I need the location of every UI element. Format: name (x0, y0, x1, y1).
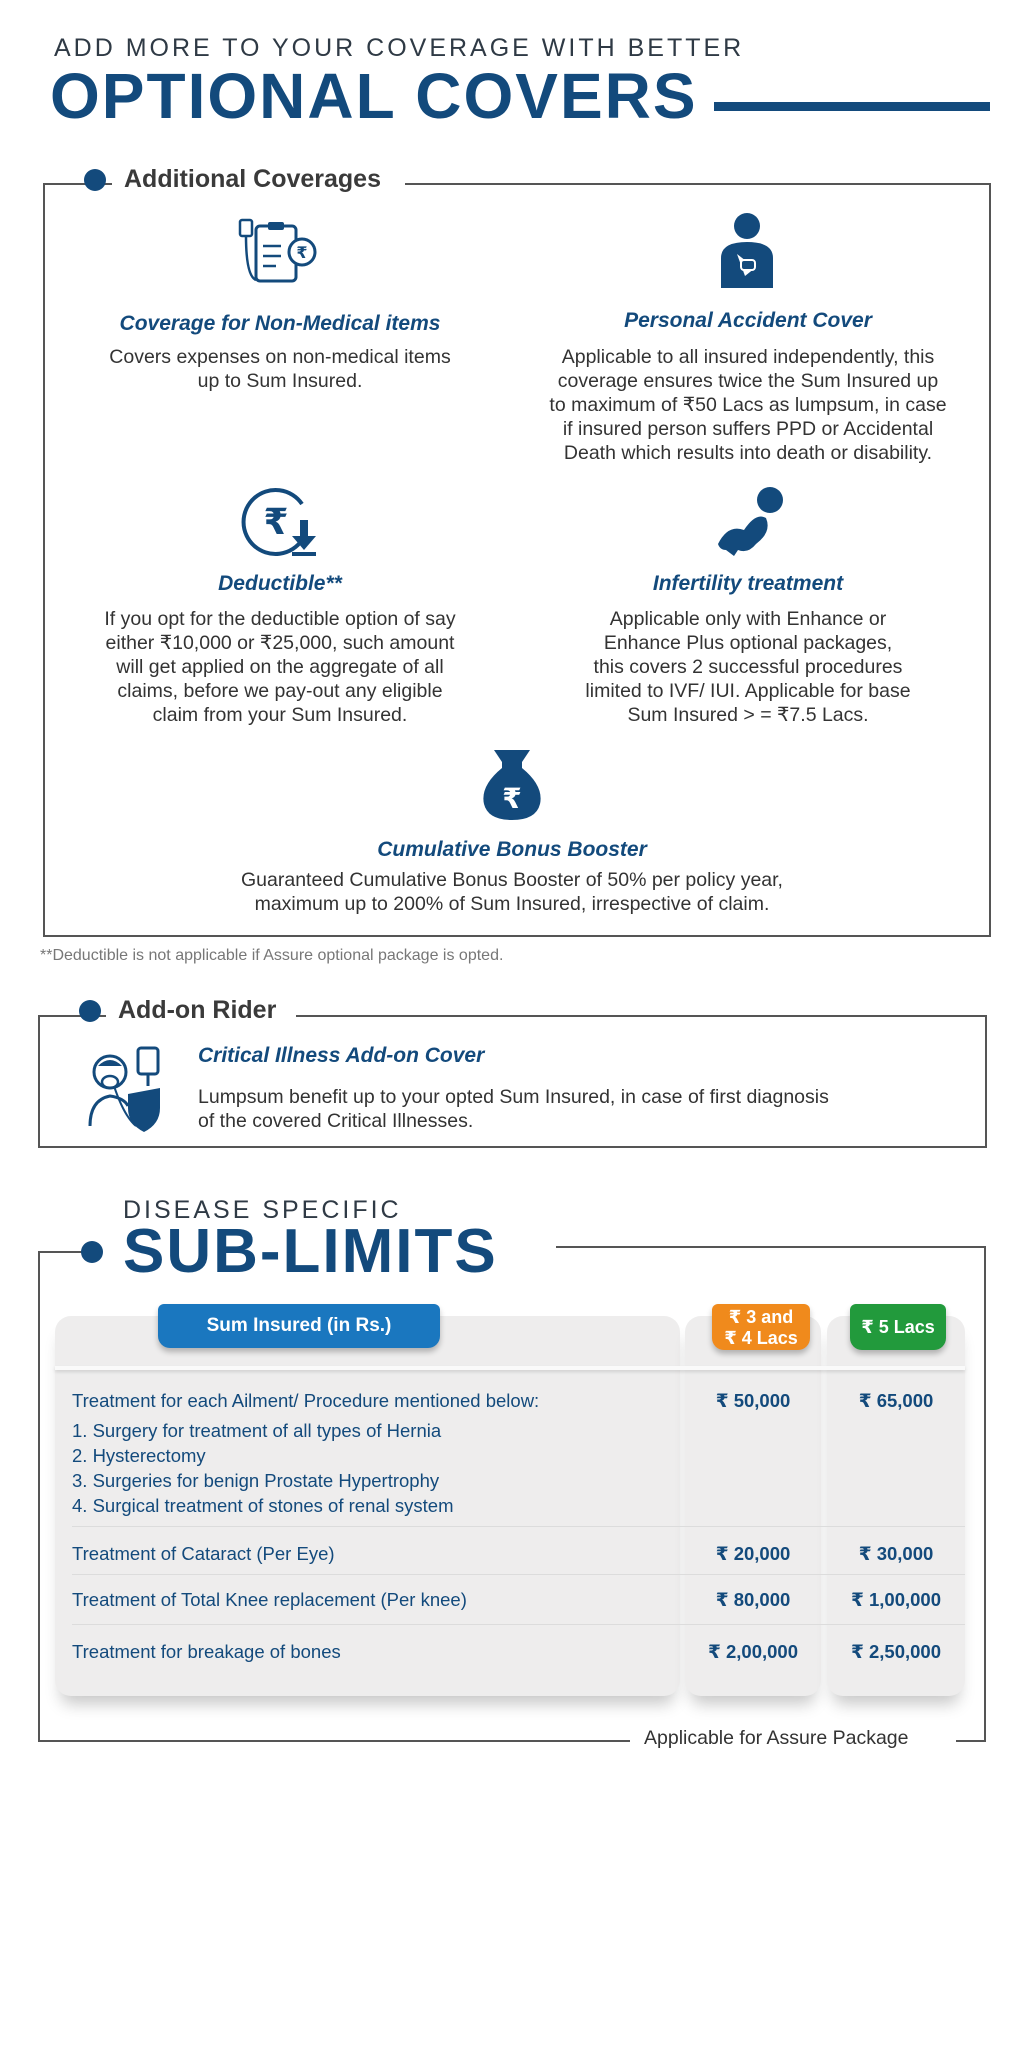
sublimits-footer: Applicable for Assure Package (644, 1727, 909, 1749)
desc-line: if insured person suffers PPD or Accidental (562, 418, 934, 440)
sublimits-title: SUB-LIMITS (123, 1217, 498, 1286)
col-header-5-lacs: ₹ 5 Lacs (850, 1304, 946, 1350)
additional-coverages-box (43, 183, 991, 937)
baby-icon (708, 484, 788, 560)
col-header-line: ₹ 4 Lacs (724, 1328, 798, 1348)
injured-person-icon (711, 210, 783, 290)
desc-line: to maximum of ₹50 Lacs as lumpsum, in case (549, 394, 947, 416)
row-label-cataract: Treatment of Cataract (Per Eye) (72, 1543, 335, 1564)
cover-title-non-medical: Coverage for Non-Medical items (119, 312, 441, 335)
row-divider (72, 1526, 965, 1527)
list-item: 2. Hysterectomy (72, 1445, 206, 1466)
cover-desc-deductible (50, 607, 510, 727)
desc-line: Lumpsum benefit up to your opted Sum Insured, in case of first diagnosis (198, 1086, 829, 1108)
cover-desc-infertility (518, 607, 978, 727)
row-value-5-lacs: ₹ 2,50,000 (850, 1641, 942, 1662)
list-item: 4. Surgical treatment of stones of renal system (72, 1495, 454, 1516)
row-label-ailment: Treatment for each Ailment/ Procedure mentioned below: (72, 1390, 540, 1411)
deductible-footnote: **Deductible is not applicable if Assure optional package is opted. (40, 947, 504, 964)
sublimits-frame-left (38, 1251, 40, 1742)
desc-line: Death which results into death or disability. (563, 442, 933, 464)
section-dot (79, 1000, 101, 1022)
section-dot (81, 1241, 103, 1263)
row-divider (72, 1624, 965, 1625)
sublimits-frame-bottom-right (956, 1740, 986, 1742)
row-value-5-lacs: ₹ 65,000 (858, 1390, 934, 1411)
desc-line: this covers 2 successful procedures (593, 656, 903, 678)
table-col-5-lacs (827, 1316, 965, 1696)
desc-line: of the covered Critical Illnesses. (198, 1110, 474, 1132)
cover-title-bonus-booster: Cumulative Bonus Booster (377, 838, 647, 861)
desc-line: Guaranteed Cumulative Bonus Booster of 50% per policy year, (241, 869, 783, 891)
desc-line: will get applied on the aggregate of all (116, 656, 444, 678)
row-value-3-4-lacs: ₹ 20,000 (715, 1543, 791, 1564)
page-title: OPTIONAL COVERS (50, 60, 698, 132)
svg-text:₹: ₹ (296, 243, 308, 262)
cover-desc-personal-accident (508, 345, 988, 465)
rider-desc (198, 1085, 968, 1133)
desc-line: coverage ensures twice the Sum Insured up (557, 370, 939, 392)
list-item: 3. Surgeries for benign Prostate Hypertrophy (72, 1470, 440, 1491)
cover-desc-non-medical (70, 345, 490, 393)
row-value-5-lacs: ₹ 30,000 (858, 1543, 934, 1564)
desc-line: limited to IVF/ IUI. Applicable for base (585, 680, 911, 702)
desc-line: Applicable only with Enhance or (609, 608, 887, 630)
sublimits-frame-top-left (38, 1251, 82, 1253)
desc-line: Enhance Plus optional packages, (603, 632, 893, 654)
section-dot (84, 169, 106, 191)
col-header-line: ₹ 3 and (728, 1307, 794, 1327)
sublimits-kicker: DISEASE SPECIFIC (123, 1196, 402, 1224)
table-col-3-4-lacs (685, 1316, 821, 1696)
cover-title-personal-accident: Personal Accident Cover (624, 309, 872, 332)
row-divider (72, 1574, 965, 1575)
critical-illness-icon (84, 1046, 168, 1132)
list-item: 1. Surgery for treatment of all types of Hernia (72, 1420, 442, 1441)
cover-title-infertility: Infertility treatment (652, 572, 844, 595)
row-label-bones: Treatment for breakage of bones (72, 1641, 341, 1662)
svg-text:₹: ₹ (502, 782, 522, 815)
title-rule (714, 102, 990, 111)
sum-insured-header: Sum Insured (in Rs.) (158, 1304, 440, 1348)
table-header-divider (55, 1366, 965, 1370)
desc-line: claim from your Sum Insured. (152, 704, 408, 726)
sublimits-frame-top-right (556, 1246, 986, 1248)
row-value-3-4-lacs: ₹ 50,000 (715, 1390, 791, 1411)
svg-text:₹: ₹ (263, 502, 289, 543)
sublimits-frame-right (984, 1246, 986, 1742)
cover-desc-bonus-booster (162, 868, 862, 916)
desc-line: Applicable to all insured independently, this (561, 346, 935, 368)
row-sublist (72, 1418, 453, 1518)
desc-line: either ₹10,000 or ₹25,000, such amount (105, 632, 455, 654)
desc-line: maximum up to 200% of Sum Insured, irrespective of claim. (254, 893, 770, 915)
desc-line: Sum Insured > = ₹7.5 Lacs. (627, 704, 869, 726)
money-bag-icon (476, 746, 548, 822)
rider-title: Critical Illness Add-on Cover (198, 1044, 485, 1067)
rupee-down-icon (236, 484, 326, 560)
row-value-3-4-lacs: ₹ 80,000 (715, 1589, 791, 1610)
row-value-5-lacs: ₹ 1,00,000 (850, 1589, 942, 1610)
addon-rider-label: Add-on Rider (106, 996, 296, 1025)
desc-line: up to Sum Insured. (197, 370, 363, 392)
desc-line: If you opt for the deductible option of say (104, 608, 456, 630)
desc-line: Covers expenses on non-medical items (109, 346, 451, 368)
sublimits-frame-bottom-left (38, 1740, 630, 1742)
additional-coverages-label: Additional Coverages (112, 165, 405, 194)
bill-clipboard-icon (236, 216, 326, 294)
desc-line: claims, before we pay-out any eligible (117, 680, 443, 702)
page-kicker: ADD MORE TO YOUR COVERAGE WITH BETTER (54, 34, 745, 62)
row-value-3-4-lacs: ₹ 2,00,000 (707, 1641, 799, 1662)
col-header-3-4-lacs (712, 1304, 810, 1350)
row-label-knee: Treatment of Total Knee replacement (Per knee) (72, 1589, 467, 1610)
cover-title-deductible: Deductible** (218, 572, 342, 595)
